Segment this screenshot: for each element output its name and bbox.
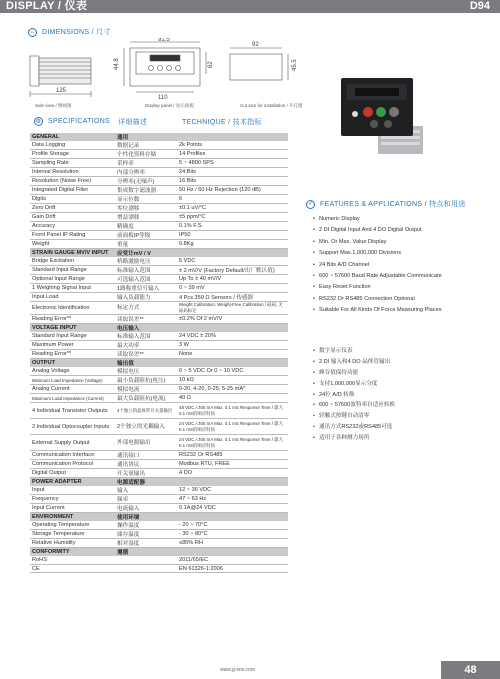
features-list-en bbox=[313, 214, 493, 317]
spec-name-cn: 最大功率 bbox=[115, 341, 177, 350]
spec-name: Digits bbox=[30, 195, 115, 204]
caption-cut-size: Cut size for installation / 开孔图 bbox=[240, 103, 303, 108]
spec-row bbox=[30, 350, 288, 359]
spec-name-cn: 输出值 bbox=[115, 359, 177, 368]
spec-name: Accuracy bbox=[30, 222, 115, 231]
feature-item-cn: • 2 DI 输入和4 DO 晶体管输出 bbox=[313, 357, 493, 368]
spec-row bbox=[30, 240, 288, 249]
features-list-cn bbox=[313, 346, 493, 444]
specifications-table bbox=[30, 133, 288, 573]
spec-value: ±5 ppm/°C bbox=[177, 213, 288, 222]
feature-item: • Min. Or Max. Value Display bbox=[313, 237, 493, 248]
spec-name: Internal Resolution bbox=[30, 168, 115, 177]
spec-name: 4 Individual Transistor Outputs bbox=[30, 403, 115, 419]
spec-name: Input Load bbox=[30, 293, 115, 302]
dimensions-title: DIMENSIONS / 尺寸 bbox=[42, 29, 111, 36]
spec-value: ≤85% RH bbox=[177, 539, 288, 548]
spec-name: Maximum Power bbox=[30, 341, 115, 350]
spec-name-cn: 应变计mV / V bbox=[115, 249, 177, 258]
spec-value: 24 Bits bbox=[177, 168, 288, 177]
spec-name-cn: 操作温度 bbox=[115, 521, 177, 530]
spec-name: Electronic Identification bbox=[30, 302, 115, 315]
spec-name-cn: 可选输入范围 bbox=[115, 275, 177, 284]
spec-value: 5 VDC bbox=[177, 257, 288, 266]
spec-name: Standard Input Range bbox=[30, 266, 115, 275]
specifications-icon: ⚙ bbox=[35, 118, 42, 125]
spec-row bbox=[30, 460, 288, 469]
spec-value: Weight Calibration, Weight-Free Calibration / 砝码, 无砝码标定 bbox=[177, 302, 288, 315]
spec-name-cn: 重量 bbox=[115, 240, 177, 249]
spec-name-cn: 相对湿度 bbox=[115, 539, 177, 548]
spec-value: - 30 ~ 80°C bbox=[177, 530, 288, 539]
feature-item: • Support Max.1,000,000 Divisions bbox=[313, 248, 493, 259]
spec-row bbox=[30, 539, 288, 548]
spec-name-cn: 个性化资料存储 bbox=[115, 150, 177, 159]
spec-name-cn: 最大负载阻抗(电流) bbox=[115, 394, 177, 403]
spec-value: 0-20, 4-20, 0-25, 5-25 mA* bbox=[177, 385, 288, 394]
technique-title: TECHNIQUE / 技术指标 bbox=[182, 119, 262, 126]
spec-name-cn: 桥路激励电压 bbox=[115, 257, 177, 266]
spec-value bbox=[177, 478, 288, 487]
spec-name: Analog Voltage bbox=[30, 367, 115, 376]
spec-value: 2011/65/EC bbox=[177, 556, 288, 564]
spec-name: OUTPUT bbox=[30, 359, 115, 368]
spec-row bbox=[30, 469, 288, 478]
spec-name: VOLTAGE INPUT bbox=[30, 324, 115, 333]
spec-name: Input Current bbox=[30, 504, 115, 513]
spec-row bbox=[30, 141, 288, 150]
spec-name: Sampling Rate bbox=[30, 159, 115, 168]
spec-row bbox=[30, 266, 288, 275]
spec-section-header bbox=[30, 324, 288, 333]
spec-row bbox=[30, 565, 288, 573]
spec-value: 6 bbox=[177, 195, 288, 204]
spec-value: 16 Bits bbox=[177, 177, 288, 186]
spec-value: IP50 bbox=[177, 231, 288, 240]
dimensions-icon: ↔ bbox=[29, 29, 36, 35]
spec-name: 1 Weighing Signal Input bbox=[30, 284, 115, 293]
spec-name-cn: 采样率 bbox=[115, 159, 177, 168]
spec-row bbox=[30, 376, 288, 385]
spec-name: Reading Error** bbox=[30, 315, 115, 324]
specifications-title: SPECIFICATIONS bbox=[48, 118, 111, 125]
spec-row bbox=[30, 556, 288, 564]
spec-value: 2k Points bbox=[177, 141, 288, 150]
spec-row bbox=[30, 168, 288, 177]
spec-name-cn: 电压输入 bbox=[115, 324, 177, 333]
spec-name: Profile Storage bbox=[30, 150, 115, 159]
spec-row bbox=[30, 204, 288, 213]
spec-row bbox=[30, 284, 288, 293]
feature-item: • Easy Reset Function bbox=[313, 282, 493, 293]
spec-name-cn: 模拟电压 bbox=[115, 367, 177, 376]
spec-value: 10 kΩ bbox=[177, 376, 288, 385]
feature-item-cn: • 支持1,000,000显示分度 bbox=[313, 379, 493, 390]
spec-value: 12 ~ 36 VDC bbox=[177, 486, 288, 495]
spec-name-cn: 开关量输出 bbox=[115, 469, 177, 478]
spec-value: 0 ~ 39 mV bbox=[177, 284, 288, 293]
spec-value: Modbus RTU, FREE bbox=[177, 460, 288, 469]
spec-value: 0.1% F.S. bbox=[177, 222, 288, 231]
spec-name-cn: 4个独立的晶体管开关量输出 bbox=[115, 403, 177, 419]
spec-name-cn: 增益漂移 bbox=[115, 213, 177, 222]
feature-item: • 24 Bits A/D Channel bbox=[313, 260, 493, 271]
spec-name-cn: 使用环境 bbox=[115, 513, 177, 522]
spec-value: ± 2 mV/V (Factory Default/出厂默认值) bbox=[177, 266, 288, 275]
spec-name-cn: 内部分辨率 bbox=[115, 168, 177, 177]
spec-row bbox=[30, 222, 288, 231]
spec-name-cn: 显示位数 bbox=[115, 195, 177, 204]
feature-item-cn: • 数字显示仪表 bbox=[313, 346, 493, 357]
spec-name: Communication Protocol bbox=[30, 460, 115, 469]
spec-value: 0.1A@24 VDC bbox=[177, 504, 288, 513]
dim-62: 62 bbox=[208, 61, 214, 68]
spec-row bbox=[30, 293, 288, 302]
spec-name: STRAIN GAUGE MV/V INPUT bbox=[30, 249, 115, 258]
spec-name: RoHS bbox=[30, 556, 115, 564]
spec-name: Relative Humidity bbox=[30, 539, 115, 548]
spec-value: EN 61326-1:2006 bbox=[177, 565, 288, 573]
spec-name-cn: 模拟电流 bbox=[115, 385, 177, 394]
spec-name: External Supply Output bbox=[30, 435, 115, 451]
spec-value: 24 VDC / 300 mA Max. 0.1 mS Response Time / 最大0.1 mS的响应时间 bbox=[177, 419, 288, 435]
spec-row bbox=[30, 435, 288, 451]
page-title: DISPLAY / 仪表 bbox=[6, 0, 88, 12]
feature-item: • Suitable For All Kinds Of Force Measuring Places bbox=[313, 305, 493, 316]
spec-name-cn: 数据记录 bbox=[115, 141, 177, 150]
spec-row bbox=[30, 186, 288, 195]
spec-name: CONFORMITY bbox=[30, 548, 115, 557]
spec-name-cn: 标准输入范围 bbox=[115, 266, 177, 275]
spec-name-cn: 标准输入范围 bbox=[115, 332, 177, 341]
spec-name-cn: 2个独立的光耦输入 bbox=[115, 419, 177, 435]
spec-name: Optional Input Range bbox=[30, 275, 115, 284]
spec-name: Data Logging bbox=[30, 141, 115, 150]
spec-row bbox=[30, 302, 288, 315]
specifications-cn-title: 详细描述 bbox=[118, 119, 148, 126]
cut-size-drawing bbox=[230, 48, 288, 80]
spec-value: 48 VDC / 300 mA Max. 0.1 mS Response Time / 最大0.1 mS的响应时间 bbox=[177, 403, 288, 419]
spec-row bbox=[30, 332, 288, 341]
spec-name-cn: 输入负载能力 bbox=[115, 293, 177, 302]
spec-value bbox=[177, 249, 288, 258]
spec-name: POWER ADAPTER bbox=[30, 478, 115, 487]
spec-name: Frequency bbox=[30, 495, 115, 504]
spec-value: None bbox=[177, 350, 288, 359]
spec-value: 24 VDC / 300 mA Max. 0.1 mS Response Time / 最大0.1 mS的响应时间 bbox=[177, 435, 288, 451]
spec-value: 4 Pcs 350 Ω Sensors / 传感器 bbox=[177, 293, 288, 302]
spec-name: Resolution (Noise Free) bbox=[30, 177, 115, 186]
spec-value: 5 ~ 4800 SPS bbox=[177, 159, 288, 168]
spec-name: Reading Error** bbox=[30, 350, 115, 359]
spec-name: ENVIRONMENT bbox=[30, 513, 115, 522]
spec-row bbox=[30, 504, 288, 513]
spec-name-cn: 读取误差** bbox=[115, 350, 177, 359]
spec-value: 50 Hz / 60 Hz Rejection (120 dB) bbox=[177, 186, 288, 195]
spec-row bbox=[30, 419, 288, 435]
spec-name: Gain Drift bbox=[30, 213, 115, 222]
page-number: 48 bbox=[441, 661, 500, 679]
spec-section-header bbox=[30, 513, 288, 522]
specifications-cn-heading bbox=[118, 117, 147, 127]
spec-name-cn: 分辨率(无噪声) bbox=[115, 177, 177, 186]
spec-name-cn: 电流输入 bbox=[115, 504, 177, 513]
dimension-drawings bbox=[18, 38, 304, 113]
spec-name-cn bbox=[115, 565, 177, 573]
spec-name: Integrated Digital Filter bbox=[30, 186, 115, 195]
spec-value: RS232 Or RS485 bbox=[177, 451, 288, 460]
spec-row bbox=[30, 195, 288, 204]
spec-section-header bbox=[30, 478, 288, 487]
features-title: FEATURES & APPLICATIONS / 特点和用途 bbox=[320, 201, 466, 208]
spec-value: Up To ± 40 mV/V bbox=[177, 275, 288, 284]
spec-name-cn: 通讯协议 bbox=[115, 460, 177, 469]
spec-value: 14 Profiles bbox=[177, 150, 288, 159]
spec-row bbox=[30, 385, 288, 394]
spec-value: 3 W bbox=[177, 341, 288, 350]
spec-name: Digital Output bbox=[30, 469, 115, 478]
spec-name-cn: 遵循 bbox=[115, 548, 177, 557]
spec-value: - 20 ~ 70°C bbox=[177, 521, 288, 530]
features-icon: ✓ bbox=[307, 201, 314, 207]
header-bar bbox=[0, 0, 500, 13]
spec-value: 0 ~ 5 VDC Or 0 ~ 10 VDC bbox=[177, 367, 288, 376]
product-photo bbox=[333, 68, 438, 168]
spec-name-cn: 频率 bbox=[115, 495, 177, 504]
dim-91-5: 91.5 bbox=[158, 38, 170, 43]
spec-row bbox=[30, 231, 288, 240]
spec-name: Analog Current bbox=[30, 385, 115, 394]
spec-value bbox=[177, 133, 288, 141]
dim-110: 110 bbox=[158, 95, 168, 101]
spec-name-cn: 集成数字滤波器 bbox=[115, 186, 177, 195]
feature-item: • 600 ~ 57600 Baud Rate Adjustable Communicate bbox=[313, 271, 493, 282]
feature-item-cn: • 适用于各种测力场所 bbox=[313, 433, 493, 444]
spec-name-cn: 储存温度 bbox=[115, 530, 177, 539]
spec-name-cn: 输入 bbox=[115, 486, 177, 495]
spec-name-cn bbox=[115, 556, 177, 564]
feature-item-cn: • 峰谷值保持功能 bbox=[313, 368, 493, 379]
spec-row bbox=[30, 315, 288, 324]
spec-row bbox=[30, 177, 288, 186]
features-heading bbox=[306, 199, 466, 209]
spec-name: Front Panel IP Rating bbox=[30, 231, 115, 240]
spec-name: Maximum Load Impedance (Current) bbox=[30, 394, 115, 403]
spec-name: Bridge Excitation bbox=[30, 257, 115, 266]
technique-heading bbox=[182, 117, 262, 127]
spec-row bbox=[30, 159, 288, 168]
spec-value: 24 VDC ± 20% bbox=[177, 332, 288, 341]
spec-name: Operating Temperature bbox=[30, 521, 115, 530]
spec-row bbox=[30, 403, 288, 419]
dim-44-8: 44.8 bbox=[114, 58, 120, 70]
spec-name-cn: 1路称重信号输入 bbox=[115, 284, 177, 293]
feature-item: • 2 DI Digital Input And 4 DO Digital Output bbox=[313, 225, 493, 236]
spec-name-cn: 外部电源输出 bbox=[115, 435, 177, 451]
spec-section-header bbox=[30, 548, 288, 557]
panel-view-drawing bbox=[124, 42, 206, 92]
spec-name: Communication Interface bbox=[30, 451, 115, 460]
dim-125: 125 bbox=[56, 88, 67, 94]
spec-name: CE bbox=[30, 565, 115, 573]
feature-item-cn: • 轻触式按键自动清零 bbox=[313, 411, 493, 422]
spec-row bbox=[30, 486, 288, 495]
spec-name: Minimum Load Impedance (Voltage) bbox=[30, 376, 115, 385]
spec-value: ±0.1 uV/°C bbox=[177, 204, 288, 213]
spec-row bbox=[30, 150, 288, 159]
spec-row bbox=[30, 451, 288, 460]
spec-value: 4 DO bbox=[177, 469, 288, 478]
spec-name: 2 Individual Optocoupler Inputs bbox=[30, 419, 115, 435]
spec-name: Standard Input Range bbox=[30, 332, 115, 341]
feature-item: • RS232 Or RS485 Connection Optional bbox=[313, 294, 493, 305]
spec-row bbox=[30, 341, 288, 350]
spec-name: GENERAL bbox=[30, 133, 115, 141]
spec-value bbox=[177, 359, 288, 368]
spec-row bbox=[30, 367, 288, 376]
spec-name-cn: 最小负载阻抗(电压) bbox=[115, 376, 177, 385]
spec-name-cn: 通讯接口 bbox=[115, 451, 177, 460]
spec-value: ±0.2% Of 2 mV/V bbox=[177, 315, 288, 324]
spec-value bbox=[177, 324, 288, 333]
spec-row bbox=[30, 521, 288, 530]
spec-row bbox=[30, 257, 288, 266]
feature-item-cn: • 通讯方式RS232或RS485可选 bbox=[313, 422, 493, 433]
spec-value: 40 Ω bbox=[177, 394, 288, 403]
feature-item-cn: • 24位 A/D 转换 bbox=[313, 390, 493, 401]
spec-name: Storage Temperature bbox=[30, 530, 115, 539]
spec-section-header bbox=[30, 249, 288, 258]
spec-row bbox=[30, 275, 288, 284]
feature-item: • Numeric Display bbox=[313, 214, 493, 225]
spec-name-cn: 读取误差** bbox=[115, 315, 177, 324]
spec-name-cn: 标定方式 bbox=[115, 302, 177, 315]
footer-url: www.g-sns.com bbox=[220, 667, 256, 673]
caption-panel: Display panel / 显示面板 bbox=[145, 103, 194, 108]
spec-row bbox=[30, 213, 288, 222]
spec-value: 47 ~ 63 Hz bbox=[177, 495, 288, 504]
spec-section-header bbox=[30, 359, 288, 368]
spec-name-cn: 电源适配器 bbox=[115, 478, 177, 487]
feature-item-cn: • 600 ~ 57600波特率自适应转换 bbox=[313, 400, 493, 411]
spec-section-header bbox=[30, 133, 288, 141]
spec-row bbox=[30, 530, 288, 539]
specifications-heading bbox=[34, 117, 110, 126]
spec-name-cn: 通用 bbox=[115, 133, 177, 141]
spec-name: Input bbox=[30, 486, 115, 495]
caption-side-view: Side view / 侧视图 bbox=[35, 103, 72, 108]
model-name: D94 bbox=[469, 0, 490, 12]
spec-name: Weight bbox=[30, 240, 115, 249]
spec-value bbox=[177, 513, 288, 522]
spec-row bbox=[30, 495, 288, 504]
spec-name-cn: 零位漂移 bbox=[115, 204, 177, 213]
dimensions-heading bbox=[28, 27, 111, 37]
dim-92: 92 bbox=[252, 42, 259, 48]
spec-name: Zero Drift bbox=[30, 204, 115, 213]
spec-value: 0.8Kg bbox=[177, 240, 288, 249]
spec-row bbox=[30, 394, 288, 403]
spec-name-cn: 前面板IP等级 bbox=[115, 231, 177, 240]
spec-value bbox=[177, 548, 288, 557]
spec-name-cn: 精确度 bbox=[115, 222, 177, 231]
dim-45-5: 45.5 bbox=[292, 59, 298, 71]
